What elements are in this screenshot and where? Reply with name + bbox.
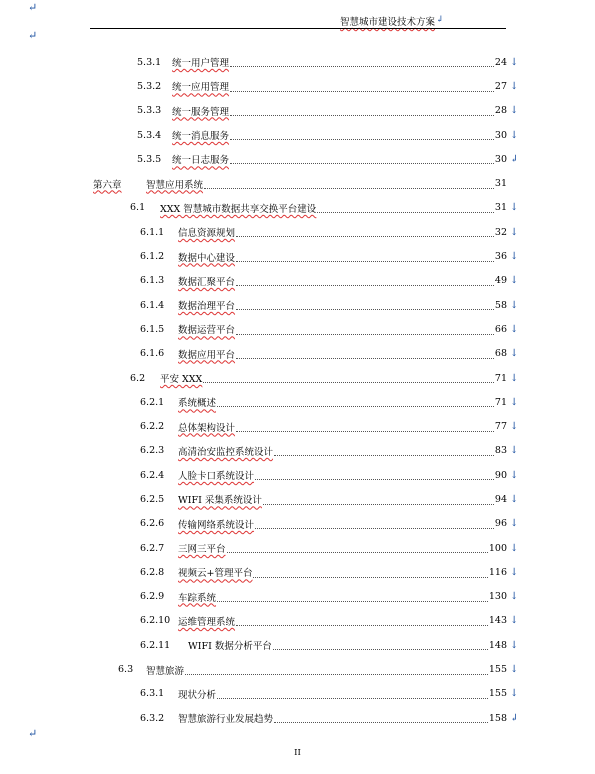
toc-entry-number: 6.3.1 — [140, 688, 165, 700]
dot-leader — [230, 65, 494, 67]
toc-entry-title: 总体架构设计 — [178, 422, 236, 434]
paragraph-mark-icon: ↓ — [510, 493, 519, 505]
paragraph-mark-icon: ↓ — [510, 129, 519, 141]
dot-leader — [236, 260, 494, 262]
toc-entry[interactable] — [0, 439, 519, 463]
toc-entry-page-number: 49 — [494, 275, 507, 287]
toc-entry[interactable] — [0, 99, 519, 123]
dot-leader — [230, 162, 494, 164]
page-header-title: 智慧城市建设技术方案 — [340, 17, 436, 28]
toc-entry[interactable] — [0, 609, 519, 633]
toc-entry-number: 6.1.4 — [140, 299, 165, 311]
toc-entry-number: 6.3.2 — [140, 712, 165, 724]
toc-entry-number: 6.1.5 — [140, 323, 165, 335]
dot-leader — [236, 357, 494, 359]
toc-entry-page-number: 77 — [494, 421, 507, 433]
paragraph-mark-icon: ↓ — [510, 615, 519, 627]
toc-entry-title: 现状分析 — [178, 689, 217, 701]
toc-entry-title: 智慧旅游 — [146, 665, 185, 677]
paragraph-mark-icon: ↓ — [510, 396, 519, 408]
toc-entry-page-number: 96 — [494, 518, 507, 530]
dot-leader — [217, 405, 494, 407]
toc-entry-page-number: 31 — [494, 202, 507, 214]
dot-leader — [236, 308, 494, 310]
toc-entry[interactable] — [0, 171, 507, 195]
paragraph-mark-icon: ↓ — [510, 421, 519, 433]
toc-entry-number: 第六章 — [93, 179, 122, 191]
paragraph-mark-icon: ↓ — [510, 591, 519, 603]
dot-leader — [203, 381, 494, 383]
dot-leader — [236, 333, 494, 335]
toc-entry[interactable] — [0, 317, 519, 341]
dot-leader — [263, 503, 494, 505]
dot-leader — [204, 187, 494, 189]
toc-entry-page-number: 155 — [488, 664, 507, 676]
paragraph-mark-icon: ↓ — [510, 202, 519, 214]
toc-entry-number: 6.2.8 — [140, 566, 165, 578]
toc-entry-title: 智慧应用系统 — [146, 179, 204, 191]
toc-entry-title: 车踪系统 — [178, 592, 217, 604]
toc-entry-number: 6.2.7 — [140, 542, 165, 554]
dot-leader — [230, 138, 494, 140]
toc-entry[interactable] — [0, 366, 519, 390]
toc-entry-number: 6.2.6 — [140, 518, 165, 530]
toc-entry[interactable] — [0, 463, 519, 487]
toc-entry-number: 6.2.2 — [140, 421, 165, 433]
dot-leader — [217, 600, 488, 602]
toc-entry-number: 6.1.6 — [140, 348, 165, 360]
toc-entry-page-number: 32 — [494, 226, 507, 238]
toc-entry-number: 6.2.11 — [140, 639, 171, 651]
paragraph-mark-icon: ↓ — [510, 469, 519, 481]
toc-entry-number: 6.2 — [130, 372, 146, 384]
toc-entry[interactable] — [0, 244, 519, 268]
toc-entry-title: 系统概述 — [178, 398, 217, 410]
toc-entry-title: 数据应用平台 — [178, 349, 236, 361]
paragraph-mark-icon: ↲ — [510, 153, 519, 165]
dot-leader — [253, 576, 487, 578]
toc-entry-title: 统一用户管理 — [172, 58, 230, 70]
toc-entry-page-number: 148 — [488, 639, 507, 651]
dot-leader — [217, 697, 488, 699]
dot-leader — [274, 721, 488, 723]
paragraph-mark-icon: ↓ — [510, 323, 519, 335]
toc-entry-title: 视频云+管理平台 — [178, 568, 253, 580]
toc-entry-number: 6.2.9 — [140, 591, 165, 603]
paragraph-mark-icon: ↓ — [510, 372, 519, 384]
toc-entry-page-number: 71 — [494, 372, 507, 384]
toc-entry[interactable] — [0, 123, 519, 147]
toc-entry-title: 平安 XXX — [160, 374, 203, 385]
toc-entry-number: 5.3.5 — [137, 153, 162, 165]
toc-entry-title: 统一应用管理 — [172, 82, 230, 94]
toc-entry-page-number: 24 — [494, 56, 507, 68]
header-rule — [90, 28, 506, 29]
toc-entry[interactable] — [0, 706, 519, 730]
toc-entry[interactable] — [0, 560, 519, 584]
toc-entry-number: 6.1.3 — [140, 275, 165, 287]
dot-leader — [230, 114, 494, 116]
toc-entry-number: 6.2.1 — [140, 396, 165, 408]
toc-entry[interactable] — [0, 585, 519, 609]
toc-entry-page-number: 71 — [494, 396, 507, 408]
paragraph-mark-icon: ↓ — [510, 445, 519, 457]
paragraph-mark-icon: ↓ — [510, 639, 519, 651]
toc-entry[interactable] — [0, 414, 519, 438]
toc-entry-title: 统一消息服务 — [172, 131, 230, 143]
dot-leader — [255, 478, 494, 480]
toc-entry[interactable] — [0, 536, 519, 560]
toc-entry-title: 数据治理平台 — [178, 301, 236, 313]
toc-entry-title: 传输网络系统设计 — [178, 519, 255, 531]
paragraph-mark-icon: ↵ — [28, 29, 38, 42]
toc-entry-page-number: 130 — [488, 591, 507, 603]
toc-entry-number: 6.2.5 — [140, 493, 165, 505]
toc-entry[interactable] — [0, 293, 519, 317]
paragraph-mark-icon: ↵ — [28, 727, 38, 740]
toc-entry-number: 5.3.4 — [137, 129, 162, 141]
paragraph-mark-icon: ↓ — [510, 566, 519, 578]
paragraph-mark-icon: ↓ — [510, 542, 519, 554]
dot-leader — [273, 648, 488, 650]
toc-entry-page-number: 66 — [494, 323, 507, 335]
toc-entry-title: 统一服务管理 — [172, 106, 230, 118]
toc-entry-number: 6.1.1 — [140, 226, 165, 238]
toc-entry-title: 人脸卡口系统设计 — [178, 471, 255, 483]
paragraph-mark-icon: ↓ — [510, 348, 519, 360]
paragraph-mark-icon: ↓ — [510, 299, 519, 311]
toc-entry-title: 统一日志服务 — [172, 155, 230, 167]
paragraph-mark-icon: ↲ — [510, 712, 519, 724]
toc-entry[interactable] — [0, 682, 519, 706]
toc-entry-title: 数据运营平台 — [178, 325, 236, 337]
toc-entry-page-number: 27 — [494, 80, 507, 92]
toc-entry-page-number: 155 — [488, 688, 507, 700]
toc-entry-number: 6.2.4 — [140, 469, 165, 481]
toc-entry[interactable] — [0, 220, 519, 244]
page-number: II — [294, 748, 301, 758]
toc-entry-title: WIFI 数据分析平台 — [188, 641, 272, 653]
dot-leader — [236, 284, 494, 286]
toc-entry-page-number: 30 — [494, 129, 507, 141]
dot-leader — [255, 527, 494, 529]
toc-entry-page-number: 31 — [494, 178, 507, 190]
dot-leader — [236, 430, 494, 432]
toc-entry-title: 数据汇聚平台 — [178, 276, 236, 288]
toc-entry-page-number: 116 — [488, 566, 507, 578]
toc-entry-page-number: 28 — [494, 105, 507, 117]
toc-entry[interactable] — [0, 269, 519, 293]
toc-entry-number: 6.1.2 — [140, 251, 165, 263]
toc-entry[interactable] — [0, 196, 519, 220]
toc-entry-title: 高清治安监控系统设计 — [178, 446, 274, 458]
paragraph-mark-icon: ↓ — [510, 518, 519, 530]
toc-entry[interactable] — [0, 487, 519, 511]
toc-entry[interactable] — [0, 390, 519, 414]
toc-entry-title: WIFI 采集系统设计 — [178, 495, 262, 507]
paragraph-mark-icon: ↓ — [510, 688, 519, 700]
toc-entry-page-number: 94 — [494, 493, 507, 505]
toc-entry-number: 6.1 — [130, 202, 146, 214]
toc-entry-title: 数据中心建设 — [178, 252, 236, 264]
toc-entry-number: 5.3.3 — [137, 105, 162, 117]
toc-entry-page-number: 68 — [494, 348, 507, 360]
toc-entry-title: 三网三平台 — [178, 544, 226, 556]
toc-entry-number: 5.3.2 — [137, 80, 162, 92]
toc-entry-title: 信息资源规划 — [178, 228, 236, 240]
paragraph-mark-icon: ↓ — [510, 226, 519, 238]
paragraph-mark-icon: ↓ — [510, 80, 519, 92]
paragraph-mark-icon: ↵ — [28, 1, 38, 14]
toc-entry-title: XXX 智慧城市数据共享交换平台建设 — [160, 203, 317, 215]
toc-entry-number: 6.2.10 — [140, 615, 171, 627]
toc-entry-title: 运维管理系统 — [178, 616, 236, 628]
paragraph-mark-icon: ↓ — [510, 105, 519, 117]
toc-entry[interactable] — [0, 512, 519, 536]
toc-entry-page-number: 158 — [488, 712, 507, 724]
toc-entry-page-number: 36 — [494, 251, 507, 263]
toc-entry-title: 智慧旅游行业发展趋势 — [178, 714, 274, 726]
paragraph-mark-icon: ↓ — [510, 664, 519, 676]
toc-entry-number: 6.2.3 — [140, 445, 165, 457]
dot-leader — [274, 454, 494, 456]
toc-entry-page-number: 143 — [488, 615, 507, 627]
toc-entry[interactable] — [0, 657, 519, 681]
paragraph-mark-icon: ↓ — [510, 56, 519, 68]
toc-entry-number: 6.3 — [118, 664, 134, 676]
toc-entry-page-number: 83 — [494, 445, 507, 457]
dot-leader — [227, 551, 488, 553]
dot-leader — [185, 673, 488, 675]
toc-entry[interactable] — [0, 50, 519, 74]
dot-leader — [236, 235, 494, 237]
toc-entry-page-number: 100 — [488, 542, 507, 554]
dot-leader — [230, 90, 494, 92]
dot-leader — [236, 624, 488, 626]
toc-entry[interactable] — [0, 633, 519, 657]
toc-entry-page-number: 90 — [494, 469, 507, 481]
table-of-contents — [0, 50, 595, 730]
toc-entry[interactable] — [0, 74, 519, 98]
toc-entry-page-number: 58 — [494, 299, 507, 311]
paragraph-mark-icon: ↓ — [510, 251, 519, 263]
dot-leader — [317, 211, 494, 213]
toc-entry-page-number: 30 — [494, 153, 507, 165]
paragraph-end-icon: ↲ — [436, 15, 444, 25]
toc-entry[interactable] — [0, 147, 519, 171]
paragraph-mark-icon: ↓ — [510, 275, 519, 287]
toc-entry[interactable] — [0, 342, 519, 366]
toc-entry-number: 5.3.1 — [137, 56, 162, 68]
